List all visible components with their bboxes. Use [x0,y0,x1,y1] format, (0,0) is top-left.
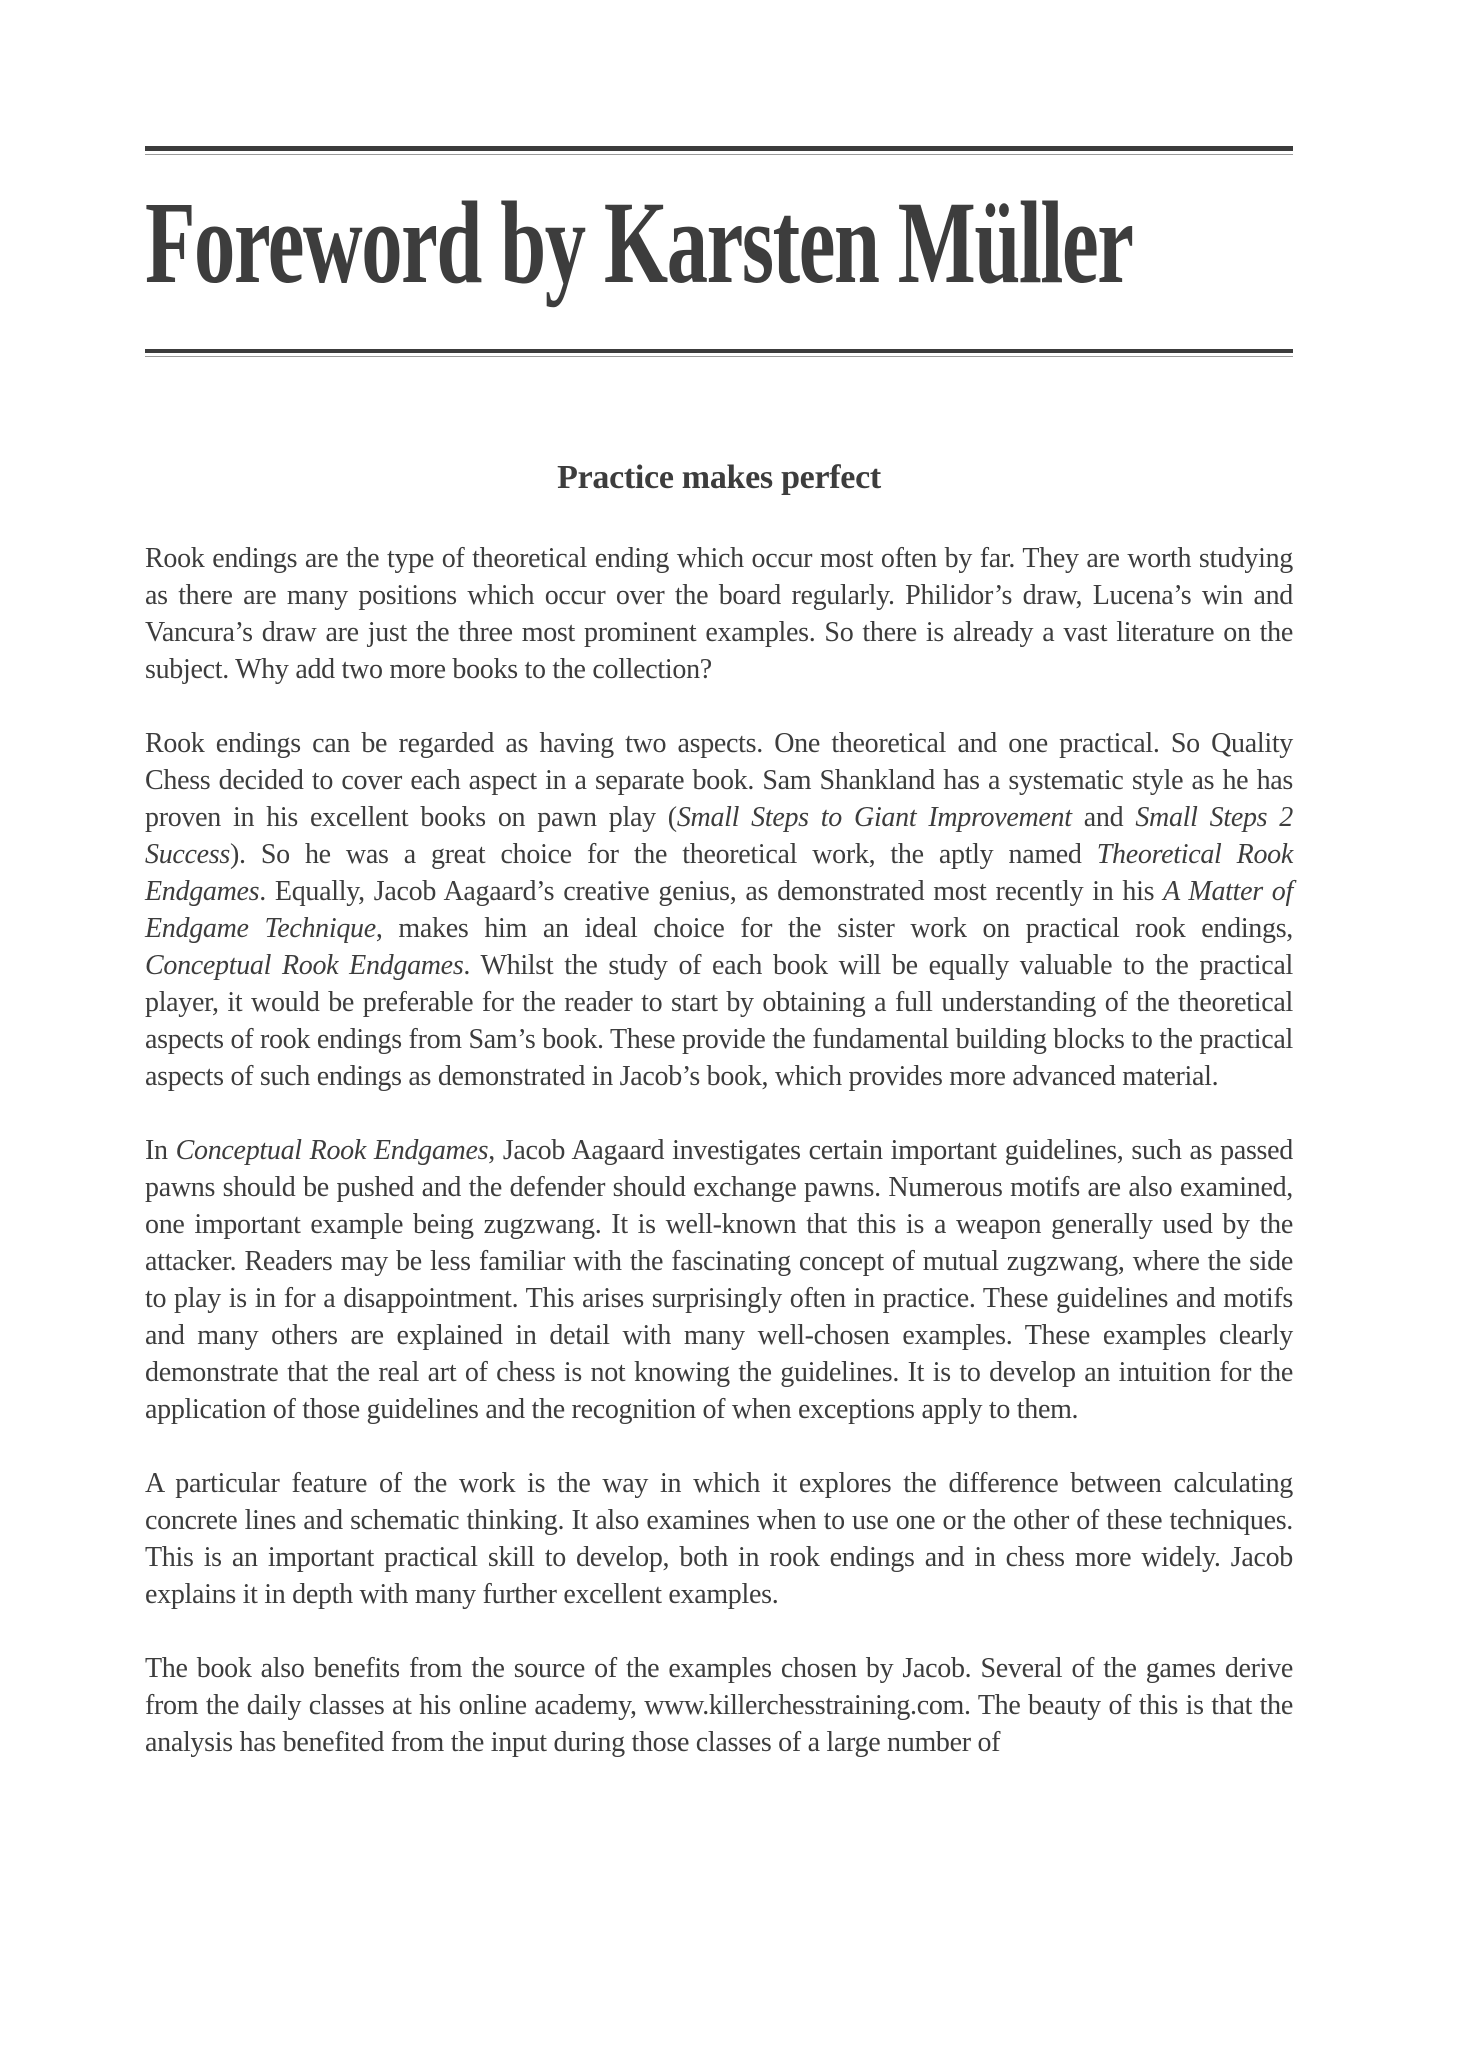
text-column [145,0,1293,1761]
paragraph [145,1132,1293,1428]
italic-run: Small Steps to Giant Improvement [676,801,1072,833]
text-run: A particular feature of the work is the way in which it explores the difference between calculating concrete lines and schematic thinking. It also examines when to use one or the other of these techniques. This is an important practical skill to develop, both in rook endings and in chess more widely. Jacob explains it in depth with many further excellent examples. [145,1467,1293,1610]
title-rule-bottom [145,349,1293,357]
text-run: , makes him an ideal choice for the sister work on practical rook endings, [375,912,1293,944]
text-run: In [145,1134,176,1166]
paragraph [145,725,1293,1095]
text-run: Rook endings are the type of theoretical ending which occur most often by far. They are worth studying as there are many positions which occur over the board regularly. Philidor’s draw, Lucena’s win and Vancura’s draw are just the three most prominent examples. So there is already a vast literature on the subject. Why add two more books to the collection? [145,542,1293,685]
paragraph [145,540,1293,688]
italic-run: A Matter of Endgame Technique [145,875,1293,944]
paragraph [145,1465,1293,1613]
italic-run: Theoretical Rook Endgames [145,838,1293,907]
text-run: Rook endings can be regarded as having two aspects. One theoretical and one practical. So Quality Chess decided to cover each aspect in a separate book. Sam Shankland has a systematic style as he has proven in his excellent books on pawn play ( [145,727,1293,833]
text-run: . Equally, Jacob Aagaard’s creative genius, as demonstrated most recently in his [259,875,1164,907]
text-run: . Whilst the study of each book will be equally valuable to the practical player, it would be preferable for the reader to start by obtaining a full understanding of the theoretical aspects of rook endings from Sam’s book. These provide the fundamental building blocks to the practical aspects of such endings as demonstrated in Jacob’s book, which provides more advanced material. [145,949,1293,1092]
text-run: , Jacob Aagaard investigates certain important guidelines, such as passed pawns should be pushed and the defender should exchange pawns. Numerous motifs are also examined, one important example being zugzwang. It is well-known that this is a weapon generally used by the attacker. Readers may be less familiar with the fascinating concept of mutual zugzwang, where the side to play is in for a disappointment. This arises surprisingly often in practice. These guidelines and motifs and many others are explained in detail with many well-chosen examples. These examples clearly demonstrate that the real art of chess is not knowing the guidelines. It is to develop an intuition for the application of those guidelines and the recognition of when exceptions apply to them. [145,1134,1293,1425]
title-rule-top [145,146,1293,155]
paragraph [145,1650,1293,1761]
text-run: and [1071,801,1136,833]
text-run: ). So he was a great choice for the theoretical work, the aptly named [229,838,1097,870]
body-paragraphs [145,540,1293,1761]
italic-run: Conceptual Rook Endgames [175,1134,489,1166]
text-run: The book also benefits from the source of the examples chosen by Jacob. Several of the games derive from the daily classes at his online academy, www.killerchesstraining.com. The beauty of this is that the analysis has benefited from the input during those classes of a large number of [145,1652,1293,1758]
section-subtitle: Practice makes perfect [557,458,881,496]
italic-run: Small Steps 2 Success [145,801,1294,870]
page-title: Foreword by Karsten Müller [145,177,1133,308]
italic-run: Conceptual Rook Endgames [145,949,464,981]
